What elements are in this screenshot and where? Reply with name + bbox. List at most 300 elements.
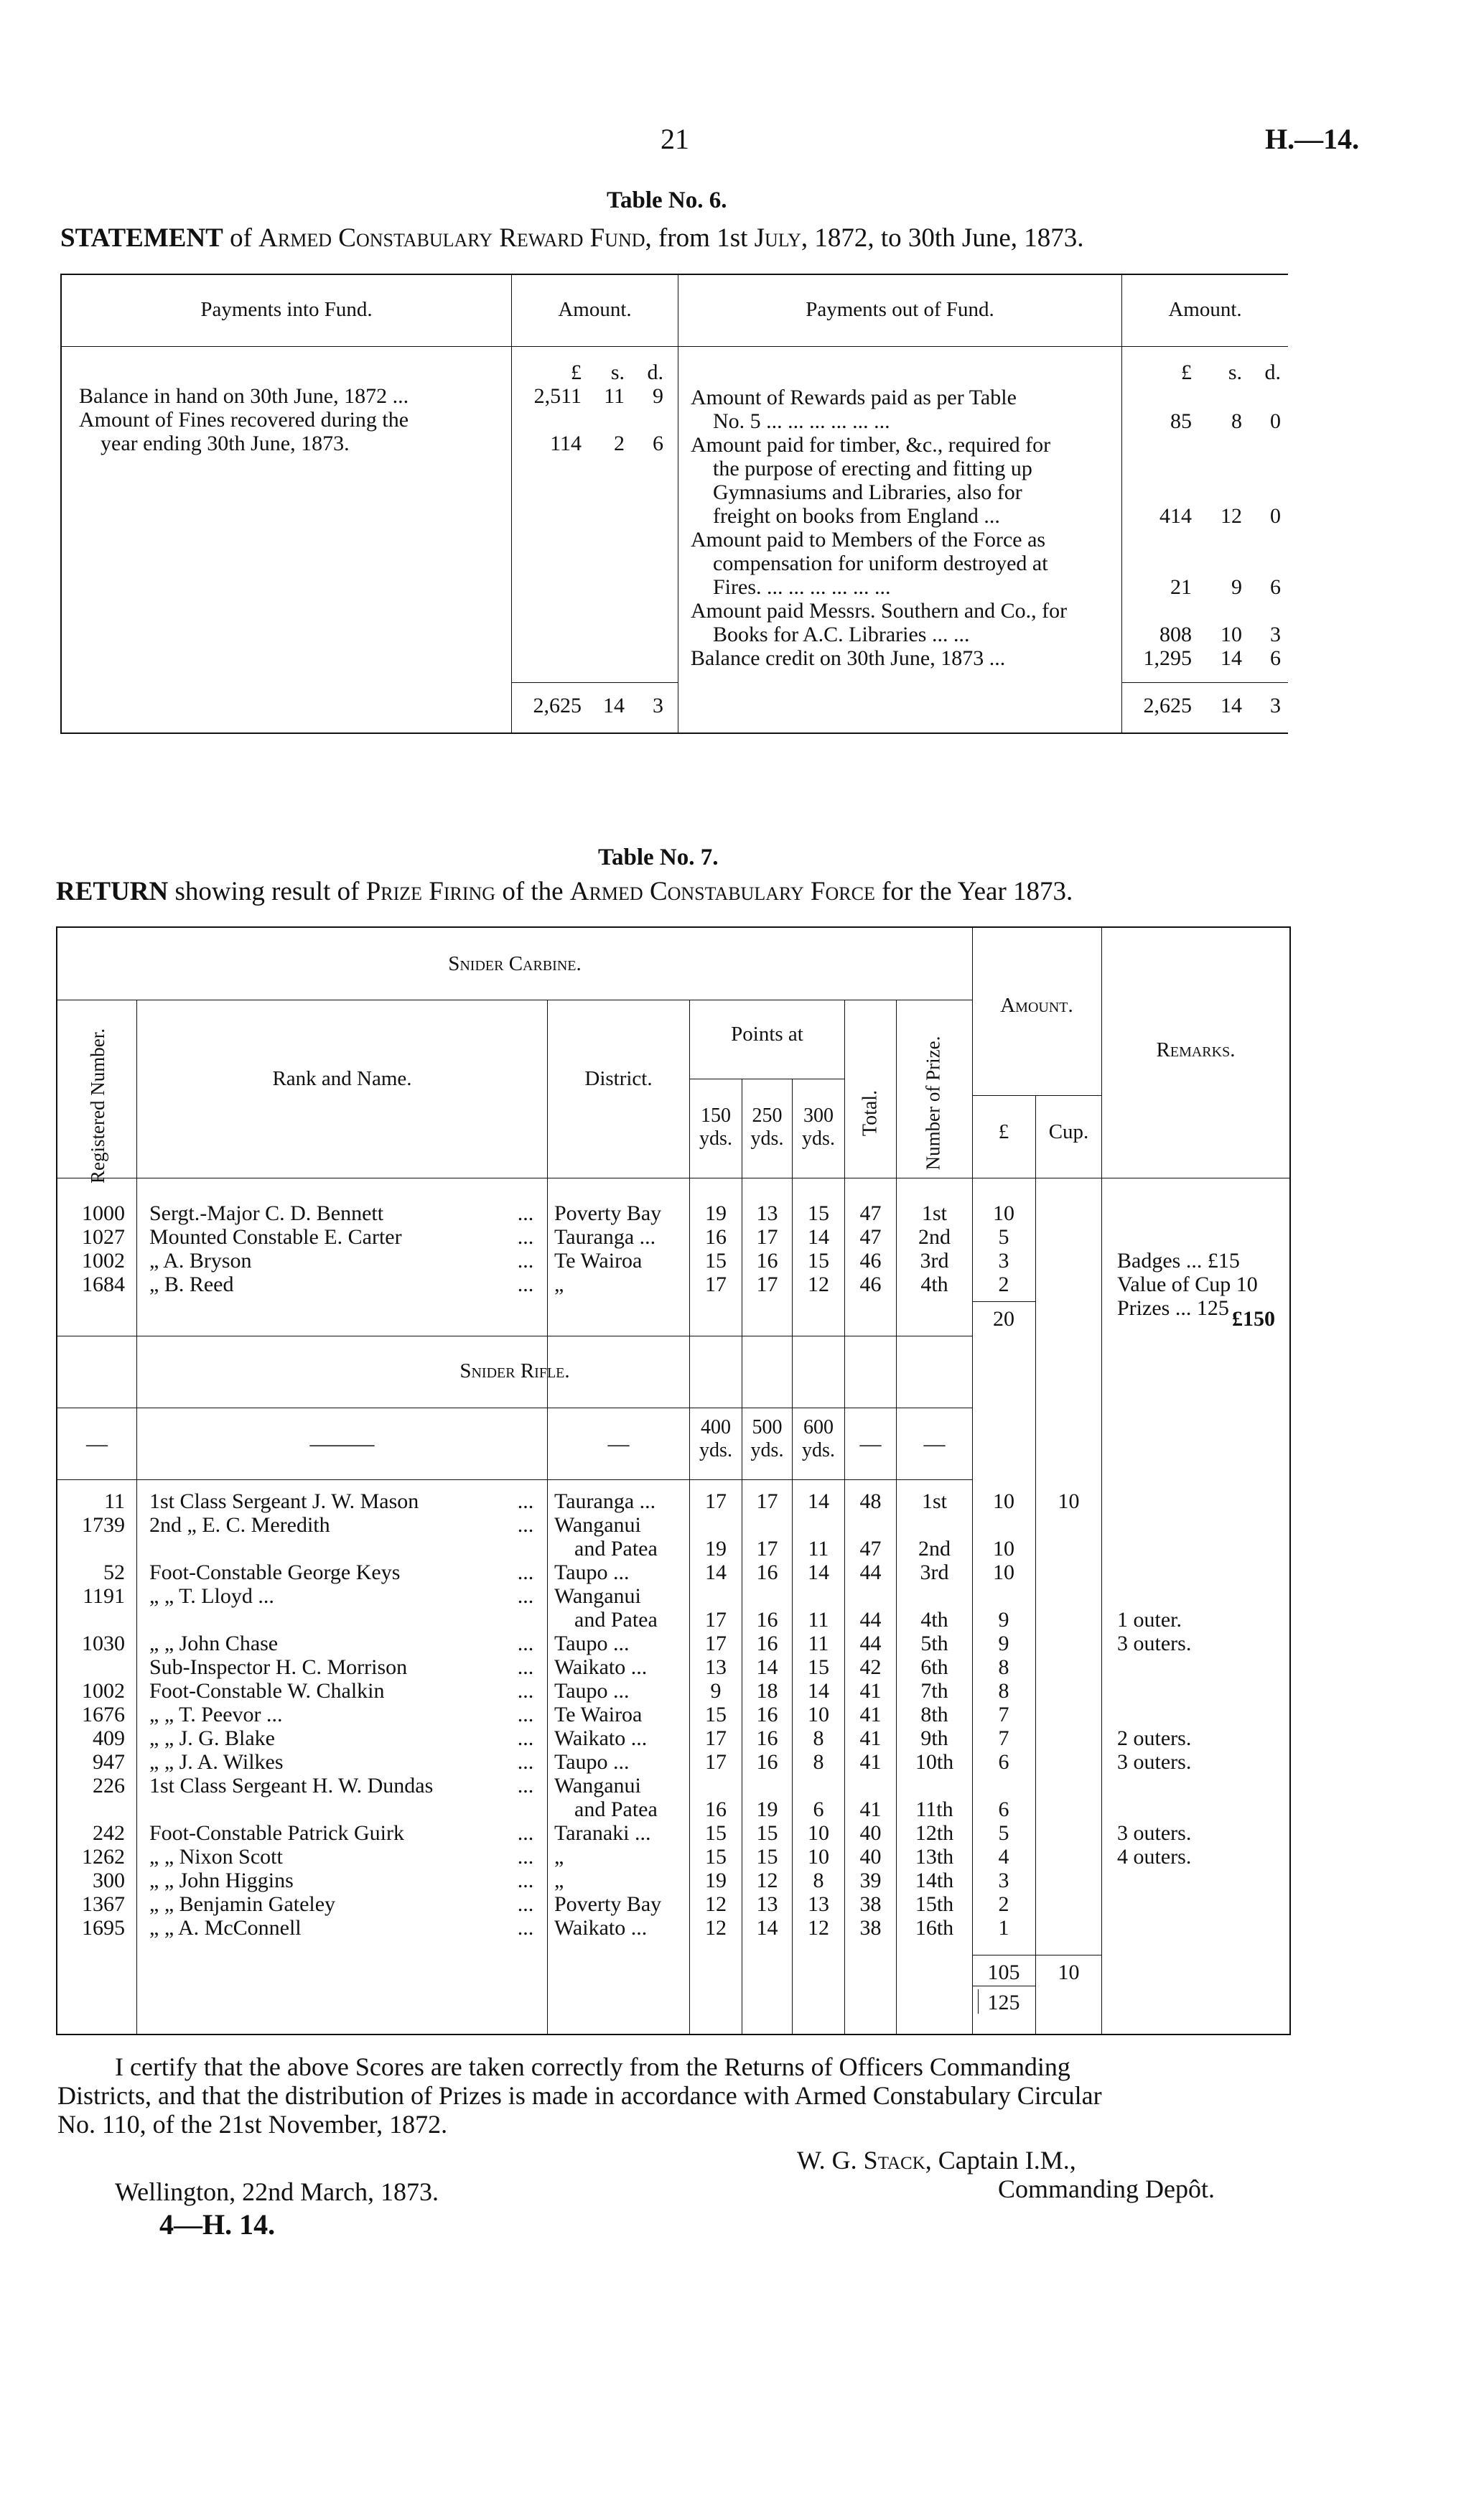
total-points: 41: [859, 1750, 882, 1774]
registered-number: 1695: [82, 1916, 125, 1940]
rifle-dash-name: ———: [309, 1432, 375, 1456]
registered-number: 1002: [82, 1249, 125, 1273]
out-line: compensation for uniform destroyed at: [713, 552, 1048, 575]
prize-amount: 4: [998, 1845, 1009, 1869]
prize-number: 9th: [920, 1726, 948, 1750]
table7-title: RETURN showing result of Prize Firing of the Armed Constabulary Force for the Year 1873.: [56, 877, 1073, 906]
total-points: 39: [859, 1869, 882, 1892]
district: Te Wairoa: [554, 1703, 643, 1726]
section-snider-rifle: Snider Rifle.: [459, 1359, 570, 1382]
out-line: Amount paid for timber, &c., required for: [691, 433, 1051, 457]
district: Tauranga ...: [554, 1225, 656, 1249]
rank-and-name: Sub-Inspector H. C. Morrison: [149, 1655, 408, 1679]
out-line: the purpose of erecting and fitting up: [713, 457, 1032, 480]
table6-col-out: Payments out of Fund.: [806, 298, 994, 321]
amount-pence: 6: [653, 432, 663, 455]
total-out-shillings: 14: [1221, 694, 1242, 717]
points-150: 19: [705, 1201, 727, 1225]
amount-shillings: 8: [1231, 409, 1242, 433]
points-500: 16: [756, 1561, 778, 1584]
col-points-at: Points at: [731, 1023, 803, 1046]
points-400: 12: [705, 1892, 727, 1916]
rifle-total-cup: 10: [1058, 1961, 1080, 1984]
table6-col-into: Payments into Fund.: [200, 298, 373, 321]
name-leader-dots: ...: [517, 1869, 534, 1892]
points-500: 18: [756, 1679, 778, 1703]
district: Te Wairoa: [554, 1249, 643, 1273]
prize-amount: 8: [998, 1679, 1009, 1703]
points-400: 14: [705, 1561, 727, 1584]
rank-and-name: „ „ T. Peevor ...: [149, 1703, 283, 1726]
points-150: 15: [705, 1249, 727, 1273]
total-points: 41: [859, 1703, 882, 1726]
points-600: 10: [808, 1703, 829, 1726]
certify-line: I certify that the above Scores are taken correctly from the Returns of Officers Commanding: [115, 2052, 1070, 2081]
prize-number: 16th: [915, 1916, 954, 1940]
rank-and-name: „ „ Benjamin Gateley: [149, 1892, 336, 1916]
remark-prizes: Prizes ... 125: [1117, 1296, 1229, 1320]
district: „: [554, 1845, 564, 1869]
points-600: 11: [808, 1608, 829, 1632]
prize-amount: 9: [998, 1632, 1009, 1655]
prize-number: 15th: [915, 1892, 954, 1916]
out-line: Fires. ... ... ... ... ... ...: [713, 575, 891, 599]
total-points: 44: [859, 1608, 882, 1632]
points-500: 13: [756, 1892, 778, 1916]
registered-number: 1027: [82, 1225, 125, 1249]
rank-and-name: „ A. Bryson: [149, 1249, 252, 1273]
rank-and-name: 2nd „ E. C. Meredith: [149, 1513, 330, 1537]
rifle-dash-district: —: [607, 1432, 630, 1456]
points-150: 17: [705, 1273, 727, 1296]
amount-shillings: 11: [604, 384, 625, 408]
page-number: 21: [661, 123, 689, 155]
out-line: freight on books from England ...: [713, 504, 1000, 528]
place-date: Wellington, 22nd March, 1873.: [115, 2177, 439, 2206]
points-400: 17: [705, 1608, 727, 1632]
points-600: 12: [808, 1916, 829, 1940]
rank-and-name: „ „ J. A. Wilkes: [149, 1750, 284, 1774]
points-600: 11: [808, 1537, 829, 1561]
name-leader-dots: ...: [517, 1726, 534, 1750]
points-600: 10: [808, 1821, 829, 1845]
prize-number: 11th: [915, 1798, 953, 1821]
total-points: 47: [859, 1201, 882, 1225]
points-600: 8: [813, 1726, 824, 1750]
out-line: Balance credit on 30th June, 1873 ...: [691, 646, 1006, 670]
district: Taupo ...: [554, 1679, 630, 1703]
amount-pounds: 114: [550, 432, 582, 455]
registered-number: 11: [104, 1489, 125, 1513]
out-line: Books for A.C. Libraries ... ...: [713, 623, 970, 646]
points-400: 13: [705, 1655, 727, 1679]
rank-and-name: Foot-Constable Patrick Guirk: [149, 1821, 404, 1845]
district-second-line: and Patea: [574, 1798, 658, 1821]
total-points: 41: [859, 1679, 882, 1703]
points-250: 16: [756, 1249, 778, 1273]
registered-number: 1191: [83, 1584, 125, 1608]
points-500: 17: [756, 1489, 778, 1513]
name-leader-dots: ...: [517, 1249, 534, 1273]
name-leader-dots: ...: [517, 1273, 534, 1296]
points-400: 17: [705, 1726, 727, 1750]
points-400: 16: [705, 1798, 727, 1821]
rifle-dash-total: —: [859, 1432, 882, 1456]
rank-and-name: „ „ J. G. Blake: [149, 1726, 275, 1750]
points-400: 17: [705, 1489, 727, 1513]
amount-pounds: 414: [1159, 504, 1192, 528]
prize-amount: 10: [993, 1201, 1014, 1225]
district: Wanganui: [554, 1584, 641, 1608]
table7-label: Table No. 7.: [598, 845, 719, 870]
remarks-total: £150: [1232, 1307, 1275, 1331]
table6-title: STATEMENT of Armed Constabulary Reward Fund, from 1st July, 1872, to 30th June, 1873.: [60, 223, 1084, 253]
total-points: 46: [859, 1249, 882, 1273]
points-600: 6: [813, 1798, 824, 1821]
out-line: Amount paid Messrs. Southern and Co., for: [691, 599, 1068, 623]
rifle-dash-reg: —: [86, 1432, 108, 1456]
registered-number: 226: [93, 1774, 125, 1798]
total-points: 47: [859, 1537, 882, 1561]
points-600: 11: [808, 1632, 829, 1655]
yards-600: 600 yds.: [802, 1416, 835, 1461]
rifle-total-amount: 105: [987, 1961, 1020, 1984]
rank-and-name: „ B. Reed: [149, 1273, 234, 1296]
prize-amount: 7: [998, 1703, 1009, 1726]
amount-pounds: 85: [1170, 409, 1192, 433]
sheet-mark: 4—H. 14.: [159, 2208, 276, 2241]
name-leader-dots: ...: [517, 1892, 534, 1916]
shilling-symbol: s.: [1228, 361, 1242, 384]
yards-250: 250 yds.: [750, 1104, 784, 1150]
points-250: 17: [756, 1225, 778, 1249]
prize-number: 7th: [920, 1679, 948, 1703]
name-leader-dots: ...: [517, 1201, 534, 1225]
name-leader-dots: ...: [517, 1750, 534, 1774]
points-500: 14: [756, 1655, 778, 1679]
name-leader-dots: ...: [517, 1513, 534, 1537]
remark: 2 outers.: [1117, 1726, 1192, 1750]
pound-symbol: £: [571, 361, 582, 384]
points-300: 15: [808, 1249, 829, 1273]
points-400: 15: [705, 1821, 727, 1845]
name-leader-dots: ...: [517, 1225, 534, 1249]
col-pound: £: [998, 1120, 1009, 1143]
points-600: 8: [813, 1750, 824, 1774]
registered-number: 1367: [82, 1892, 125, 1916]
yards-150: 150 yds.: [699, 1104, 732, 1150]
prize-amount: 5: [998, 1225, 1009, 1249]
prize-number: 8th: [920, 1703, 948, 1726]
district: Waikato ...: [554, 1726, 648, 1750]
district: „: [554, 1273, 564, 1296]
amount-shillings: 12: [1221, 504, 1242, 528]
amount-pounds: 2,511: [533, 384, 582, 408]
points-500: 16: [756, 1703, 778, 1726]
total-out-pence: 3: [1270, 694, 1281, 717]
col-cup: Cup.: [1048, 1120, 1089, 1143]
total-points: 40: [859, 1821, 882, 1845]
yards-400: 400 yds.: [699, 1416, 732, 1461]
points-600: 14: [808, 1561, 829, 1584]
signature-role: Commanding Depôt.: [998, 2175, 1215, 2203]
amount-pence: 0: [1270, 504, 1281, 528]
section-snider-carbine: Snider Carbine.: [448, 952, 582, 975]
out-line: No. 5 ... ... ... ... ... ...: [713, 409, 890, 433]
rifle-dash-prize: —: [923, 1432, 946, 1456]
district-second-line: and Patea: [574, 1608, 658, 1632]
rank-and-name: „ „ T. Lloyd ...: [149, 1584, 274, 1608]
remark-badges: Badges ... £15: [1117, 1249, 1240, 1273]
prize-number: 2nd: [918, 1225, 951, 1249]
yards-500: 500 yds.: [750, 1416, 784, 1461]
points-400: 17: [705, 1750, 727, 1774]
rank-and-name: Foot-Constable W. Chalkin: [149, 1679, 385, 1703]
total-points: 47: [859, 1225, 882, 1249]
points-500: 16: [756, 1726, 778, 1750]
table6-label: Table No. 6.: [607, 187, 727, 213]
table6-col-amount-in: Amount.: [558, 298, 632, 321]
registered-number: 1002: [82, 1679, 125, 1703]
registered-number: 409: [93, 1726, 125, 1750]
points-600: 14: [808, 1679, 829, 1703]
pence-symbol: d.: [1264, 361, 1281, 384]
prize-amount: 1: [998, 1916, 1009, 1940]
name-leader-dots: ...: [517, 1703, 534, 1726]
certify-line: No. 110, of the 21st November, 1872.: [57, 2110, 448, 2139]
remark: 3 outers.: [1117, 1750, 1192, 1774]
prize-amount: 3: [998, 1249, 1009, 1273]
col-rank-and-name: Rank and Name.: [272, 1067, 412, 1090]
registered-number: 1739: [82, 1513, 125, 1537]
points-300: 12: [808, 1273, 829, 1296]
name-leader-dots: ...: [517, 1821, 534, 1845]
into-line: year ending 30th June, 1873.: [101, 432, 350, 455]
prize-amount: 10: [993, 1561, 1014, 1584]
prize-number: 12th: [915, 1821, 954, 1845]
name-leader-dots: ...: [517, 1679, 534, 1703]
total-points: 41: [859, 1726, 882, 1750]
district-second-line: and Patea: [574, 1537, 658, 1561]
points-500: 16: [756, 1632, 778, 1655]
total-points: 38: [859, 1892, 882, 1916]
amount-shillings: 14: [1221, 646, 1242, 670]
district: Tauranga ...: [554, 1489, 656, 1513]
out-line: Amount of Rewards paid as per Table: [691, 386, 1017, 409]
col-registered-number: Registered Number.: [87, 1028, 108, 1183]
rank-and-name: 1st Class Sergeant J. W. Mason: [149, 1489, 419, 1513]
prize-number: 2nd: [918, 1537, 951, 1561]
amount-shillings: 9: [1231, 575, 1242, 599]
yards-300: 300 yds.: [802, 1104, 835, 1150]
prize-number: 10th: [915, 1750, 954, 1774]
points-500: 14: [756, 1916, 778, 1940]
total-out-pounds: 2,625: [1143, 694, 1192, 717]
points-600: 13: [808, 1892, 829, 1916]
col-district: District.: [584, 1067, 653, 1090]
amount-pounds: 1,295: [1143, 646, 1192, 670]
points-500: 16: [756, 1608, 778, 1632]
rank-and-name: „ „ John Higgins: [149, 1869, 294, 1892]
out-line: Gymnasiums and Libraries, also for: [713, 480, 1022, 504]
name-leader-dots: ...: [517, 1632, 534, 1655]
prize-amount: 10: [993, 1489, 1014, 1513]
district: Waikato ...: [554, 1916, 648, 1940]
points-250: 13: [756, 1201, 778, 1225]
prize-amount: 6: [998, 1798, 1009, 1821]
registered-number: 52: [103, 1561, 125, 1584]
registered-number: 1262: [82, 1845, 125, 1869]
amount-pence: 6: [1270, 575, 1281, 599]
points-500: 16: [756, 1750, 778, 1774]
points-250: 17: [756, 1273, 778, 1296]
rank-and-name: „ „ Nixon Scott: [149, 1845, 283, 1869]
prize-amount: 5: [998, 1821, 1009, 1845]
total-points: 40: [859, 1845, 882, 1869]
table6-col-amount-out: Amount.: [1168, 298, 1242, 321]
points-500: 15: [756, 1845, 778, 1869]
amount-shillings: 10: [1221, 623, 1242, 646]
registered-number: 1000: [82, 1201, 125, 1225]
district: Poverty Bay: [554, 1201, 662, 1225]
total-in-pounds: 2,625: [533, 694, 582, 717]
prize-number: 3rd: [920, 1561, 949, 1584]
district: Taupo ...: [554, 1750, 630, 1774]
prize-amount: 2: [998, 1273, 1009, 1296]
prize-amount: 10: [993, 1537, 1014, 1561]
prize-number: 4th: [920, 1608, 948, 1632]
col-remarks: Remarks.: [1156, 1038, 1236, 1061]
points-400: 15: [705, 1845, 727, 1869]
amount-pence: 3: [1270, 623, 1281, 646]
signature: W. G. Stack, Captain I.M.,: [797, 2146, 1076, 2175]
points-400: 15: [705, 1703, 727, 1726]
into-line: Amount of Fines recovered during the: [79, 408, 409, 432]
points-300: 14: [808, 1225, 829, 1249]
grand-total: 125: [987, 1991, 1020, 2014]
total-in-pence: 3: [653, 694, 663, 717]
registered-number: 242: [93, 1821, 125, 1845]
registered-number: 1676: [82, 1703, 125, 1726]
prize-amount: 9: [998, 1608, 1009, 1632]
total-in-shillings: 14: [603, 694, 625, 717]
prize-number: 13th: [915, 1845, 954, 1869]
prize-amount: 7: [998, 1726, 1009, 1750]
name-leader-dots: ...: [517, 1845, 534, 1869]
district: Taranaki ...: [554, 1821, 651, 1845]
district: Poverty Bay: [554, 1892, 662, 1916]
total-points: 44: [859, 1632, 882, 1655]
amount-pounds: 808: [1159, 623, 1192, 646]
prize-number: 6th: [920, 1655, 948, 1679]
rank-and-name: 1st Class Sergeant H. W. Dundas: [149, 1774, 434, 1798]
amount-shillings: 2: [614, 432, 625, 455]
amount-pence: 0: [1270, 409, 1281, 433]
district: Wanganui: [554, 1774, 641, 1798]
district: Taupo ...: [554, 1561, 630, 1584]
points-500: 12: [756, 1869, 778, 1892]
district: Waikato ...: [554, 1655, 648, 1679]
district: Wanganui: [554, 1513, 641, 1537]
points-600: 15: [808, 1655, 829, 1679]
registered-number: 1684: [82, 1273, 125, 1296]
name-leader-dots: ...: [517, 1916, 534, 1940]
remark: 4 outers.: [1117, 1845, 1192, 1869]
col-total: Total.: [859, 1090, 882, 1137]
points-600: 8: [813, 1869, 824, 1892]
district: „: [554, 1869, 564, 1892]
prize-number: 3rd: [920, 1249, 949, 1273]
amount-pence: 6: [1270, 646, 1281, 670]
points-400: 17: [705, 1632, 727, 1655]
points-400: 12: [705, 1916, 727, 1940]
rank-and-name: „ „ A. McConnell: [149, 1916, 302, 1940]
points-400: 19: [705, 1537, 727, 1561]
name-leader-dots: ...: [517, 1584, 534, 1608]
points-600: 10: [808, 1845, 829, 1869]
prize-amount: 8: [998, 1655, 1009, 1679]
name-leader-dots: ...: [517, 1561, 534, 1584]
amount-pence: 9: [653, 384, 663, 408]
prize-amount: 6: [998, 1750, 1009, 1774]
points-150: 16: [705, 1225, 727, 1249]
district: Taupo ...: [554, 1632, 630, 1655]
prize-amount: 2: [998, 1892, 1009, 1916]
points-500: 19: [756, 1798, 778, 1821]
total-points: 41: [859, 1798, 882, 1821]
total-points: 48: [859, 1489, 882, 1513]
points-500: 15: [756, 1821, 778, 1845]
rank-and-name: Sergt.-Major C. D. Bennett: [149, 1201, 384, 1225]
carbine-total-amount: 20: [993, 1307, 1014, 1331]
prize-number: 5th: [920, 1632, 948, 1655]
points-500: 17: [756, 1537, 778, 1561]
points-400: 9: [710, 1679, 722, 1703]
prize-number: 1st: [921, 1201, 947, 1225]
pence-symbol: d.: [647, 361, 663, 384]
prize-number: 4th: [920, 1273, 948, 1296]
points-600: 14: [808, 1489, 829, 1513]
prize-amount: 3: [998, 1869, 1009, 1892]
total-points: 46: [859, 1273, 882, 1296]
remark-cup-value: Value of Cup 10: [1117, 1273, 1258, 1296]
prize-number: 1st: [921, 1489, 947, 1513]
col-number-of-prize: Number of Prize.: [922, 1036, 944, 1170]
remark: 3 outers.: [1117, 1821, 1192, 1845]
certify-line: Districts, and that the distribution of Prizes is made in accordance with Armed Constabulary Circular: [57, 2081, 1102, 2110]
rank-and-name: Mounted Constable E. Carter: [149, 1225, 402, 1249]
rank-and-name: „ „ John Chase: [149, 1632, 279, 1655]
remark: 1 outer.: [1117, 1608, 1182, 1632]
registered-number: 947: [93, 1750, 125, 1774]
amount-pounds: 21: [1170, 575, 1192, 599]
total-points: 44: [859, 1561, 882, 1584]
remark: 3 outers.: [1117, 1632, 1192, 1655]
registered-number: 300: [93, 1869, 125, 1892]
into-line: Balance in hand on 30th June, 1872 ...: [79, 384, 409, 408]
out-line: Amount paid to Members of the Force as: [691, 528, 1046, 552]
cup-amount: 10: [1058, 1489, 1080, 1513]
col-amount: Amount.: [1000, 994, 1073, 1017]
shilling-symbol: s.: [610, 361, 625, 384]
pound-symbol: £: [1181, 361, 1192, 384]
name-leader-dots: ...: [517, 1655, 534, 1679]
name-leader-dots: ...: [517, 1489, 534, 1513]
total-points: 38: [859, 1916, 882, 1940]
points-400: 19: [705, 1869, 727, 1892]
name-leader-dots: ...: [517, 1774, 534, 1798]
rank-and-name: Foot-Constable George Keys: [149, 1561, 401, 1584]
